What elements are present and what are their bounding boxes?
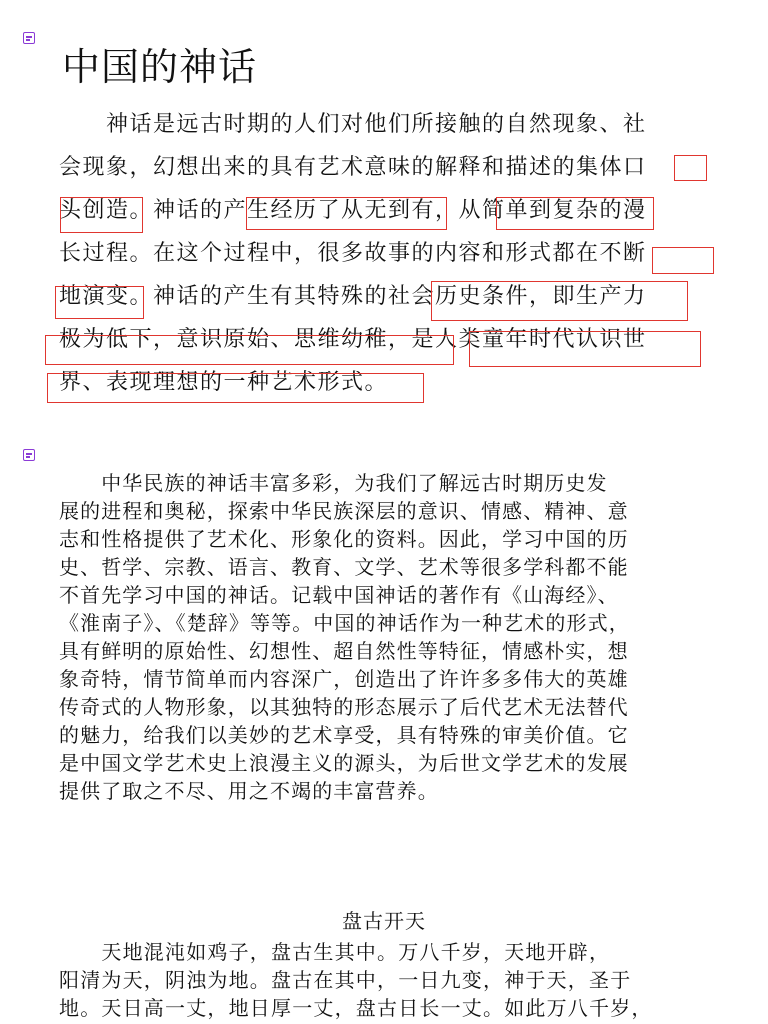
- paragraph-line: 是中国文学艺术史上浪漫主义的源头，为后世文学艺术的发展: [59, 751, 629, 775]
- paragraph-line: 会现象，幻想出来的具有艺术意味的解释和描述的集体口: [59, 155, 647, 180]
- section-heading: 盘古开天: [342, 909, 426, 933]
- paragraph-line: 展的进程和奥秘，探索中华民族深层的意识、情感、精神、意: [59, 499, 629, 523]
- page-title: 中国的神话: [62, 45, 258, 89]
- paragraph-line: 头创造。神话的产生经历了从无到有，从简单到复杂的漫: [59, 198, 647, 223]
- paragraph-line: 象奇特，情节简单而内容深广，创造出了许许多多伟大的英雄: [59, 667, 629, 691]
- highlight-annotation-box[interactable]: [47, 373, 424, 403]
- paragraph-line: 的魅力，给我们以美妙的艺术享受，具有特殊的审美价值。它: [59, 723, 629, 747]
- paragraph-line: 地。天日高一丈，地日厚一丈，盘古日长一丈。如此万八千岁，: [59, 996, 653, 1020]
- highlight-annotation-box[interactable]: [55, 286, 144, 319]
- paragraph-line: 中华民族的神话丰富多彩，为我们了解远古时期历史发: [59, 471, 608, 495]
- paragraph-line: 长过程。在这个过程中，很多故事的内容和形式都在不断: [59, 241, 647, 266]
- highlight-annotation-box[interactable]: [431, 281, 688, 321]
- paragraph-line: 传奇式的人物形象，以其独特的形态展示了后代艺术无法替代: [59, 695, 629, 719]
- highlight-annotation-box[interactable]: [652, 247, 714, 274]
- paragraph-line: 史、哲学、宗教、语言、教育、文学、艺术等很多学科都不能: [59, 555, 629, 579]
- highlight-annotation-box[interactable]: [246, 197, 447, 230]
- paragraph-line: 极为低下，意识原始、思维幼稚，是人类童年时代认识世: [59, 327, 647, 352]
- comment-note-icon[interactable]: [23, 449, 35, 461]
- paragraph-line: 提供了取之不尽、用之不竭的丰富营养。: [59, 779, 439, 803]
- comment-note-icon[interactable]: [23, 32, 35, 44]
- paragraph-line: 地演变。神话的产生有其特殊的社会历史条件，即生产力: [59, 284, 647, 309]
- paragraph-line: 天地混沌如鸡子，盘古生其中。万八千岁，天地开辟，: [59, 940, 611, 964]
- highlight-annotation-box[interactable]: [674, 155, 707, 181]
- paragraph-line: 神话是远古时期的人们对他们所接触的自然现象、社: [59, 112, 647, 137]
- highlight-annotation-box[interactable]: [45, 335, 454, 365]
- paragraph-line: 具有鲜明的原始性、幻想性、超自然性等特征，情感朴实，想: [59, 639, 629, 663]
- highlight-annotation-box[interactable]: [496, 197, 654, 230]
- paragraph-line: 志和性格提供了艺术化、形象化的资料。因此，学习中国的历: [59, 527, 629, 551]
- paragraph-line: 阳清为天，阴浊为地。盘古在其中，一日九变，神于天，圣于: [59, 968, 632, 992]
- highlight-annotation-box[interactable]: [60, 197, 143, 233]
- highlight-annotation-box[interactable]: [469, 331, 701, 367]
- paragraph-line: 界、表现理想的一种艺术形式。: [59, 370, 389, 395]
- paragraph-line: 《淮南子》、《楚辞》等等。中国的神话作为一种艺术的形式，: [59, 611, 630, 635]
- paragraph-line: 不首先学习中国的神话。记载中国神话的著作有《山海经》、: [59, 583, 619, 607]
